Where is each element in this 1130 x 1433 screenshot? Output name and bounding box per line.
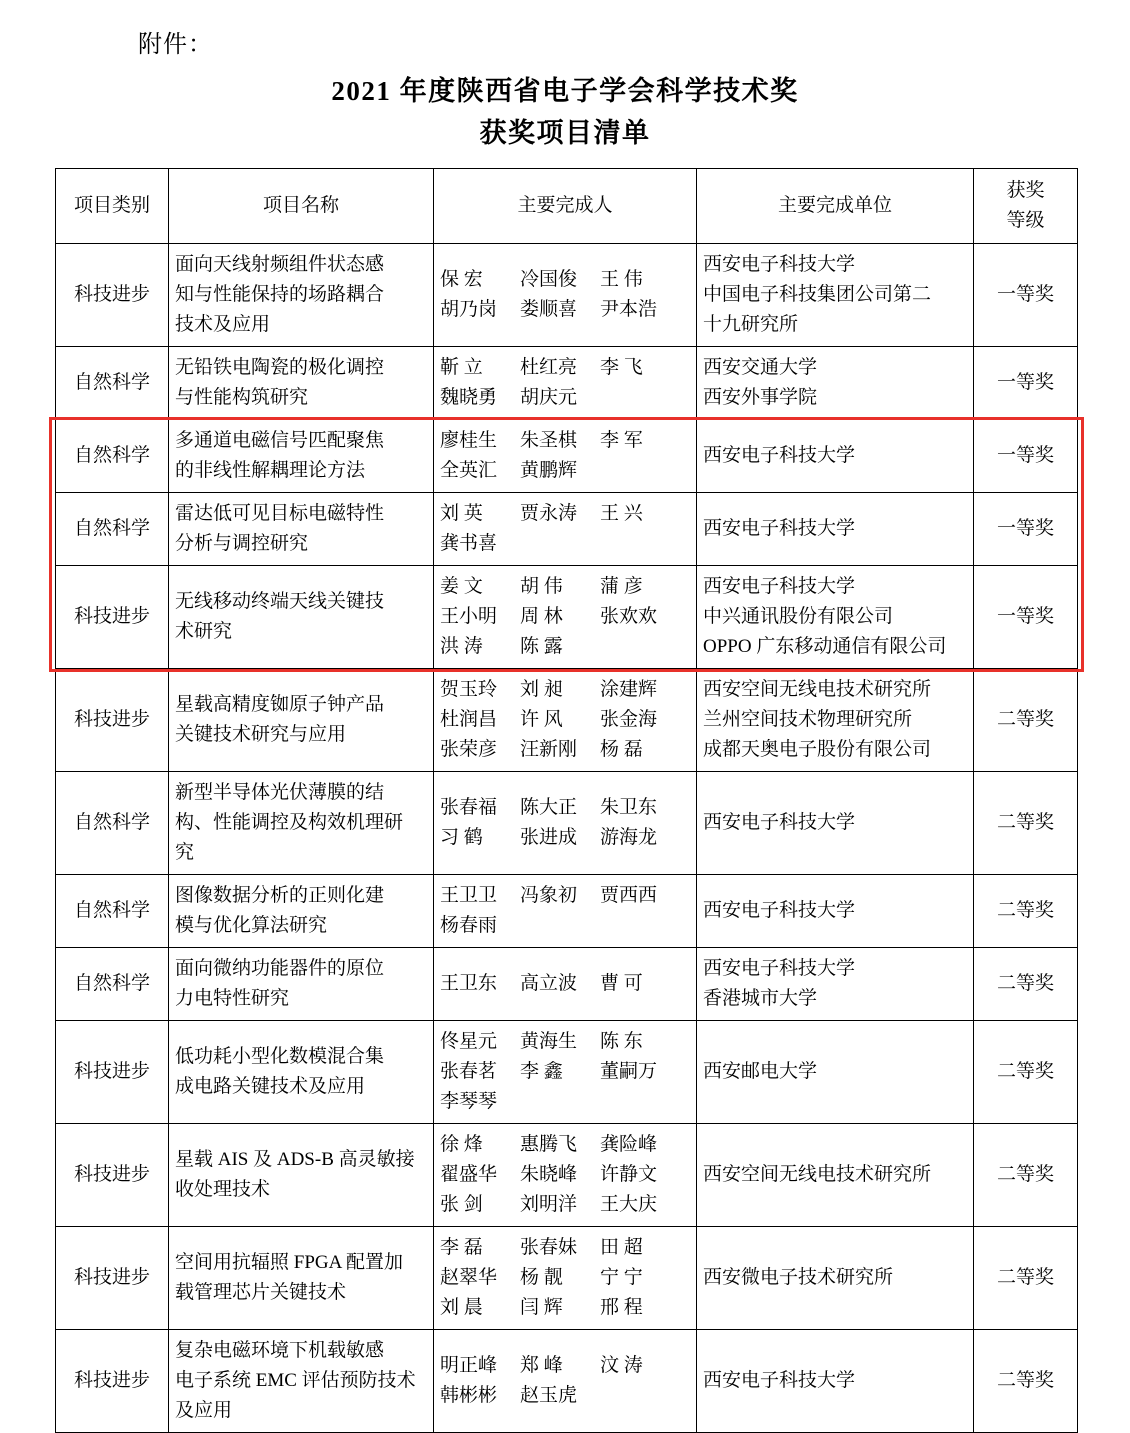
contributor-name: 徐 烽 [440, 1134, 483, 1155]
cell-category: 科技进步 [56, 566, 169, 669]
contributor-line [440, 632, 690, 662]
contributor-line [440, 911, 690, 941]
contributor-name: 李琴琴 [440, 1091, 498, 1112]
contributor-line [440, 969, 690, 999]
contributor-line [440, 793, 690, 823]
contributor-name: 贾西西 [600, 885, 658, 906]
contributor-line [440, 456, 690, 486]
contributor-name: 朱圣棋 [520, 430, 578, 451]
cell-category: 自然科学 [56, 875, 169, 948]
cell-category: 科技进步 [56, 1330, 169, 1433]
project-name-line: 低功耗小型化数模混合集 [175, 1046, 385, 1067]
table-row [56, 772, 1078, 875]
unit-line: 西安微电子技术研究所 [703, 1267, 894, 1288]
table-row [56, 1227, 1078, 1330]
cell-units [697, 772, 974, 875]
cell-project-name [169, 948, 434, 1021]
table-row [56, 1021, 1078, 1124]
contributor-name: 张 剑 [440, 1194, 483, 1215]
contributor-line [440, 1381, 690, 1411]
contributor-line [440, 383, 690, 413]
contributor-name [600, 911, 680, 941]
contributor-name: 李 鑫 [520, 1061, 563, 1082]
cell-contributors [434, 1227, 697, 1330]
cell-award-level: 二等奖 [974, 948, 1078, 1021]
project-name-line: 星载 AIS 及 ADS-B 高灵敏接 [175, 1149, 415, 1170]
project-name-line: 与性能构筑研究 [175, 387, 309, 408]
contributor-name: 张春妹 [520, 1237, 578, 1258]
contributor-name: 黄鹏辉 [520, 460, 578, 481]
cell-category: 科技进步 [56, 1021, 169, 1124]
unit-line: 西安邮电大学 [703, 1061, 818, 1082]
project-name-line: 收处理技术 [175, 1179, 271, 1200]
contributor-name [600, 1381, 680, 1411]
cell-project-name [169, 244, 434, 347]
cell-category: 科技进步 [56, 669, 169, 772]
header-award-level-line2: 等级 [1006, 210, 1045, 231]
cell-award-level: 二等奖 [974, 1227, 1078, 1330]
contributor-name: 曹 可 [600, 973, 643, 994]
contributor-line [440, 1233, 690, 1263]
contributor-name: 佟星元 [440, 1031, 498, 1052]
project-name-line: 电子系统 EMC 评估预防技术 [175, 1370, 416, 1391]
cell-project-name [169, 1330, 434, 1433]
contributor-name [520, 911, 600, 941]
contributor-line [440, 295, 690, 325]
unit-line: 西安空间无线电技术研究所 [703, 1164, 932, 1185]
project-name-line: 术研究 [175, 621, 233, 642]
project-name-line: 面向微纳功能器件的原位 [175, 958, 385, 979]
header-category: 项目类别 [56, 169, 169, 244]
contributor-line [440, 1351, 690, 1381]
unit-line: 西安电子科技大学 [703, 518, 856, 539]
cell-award-level: 二等奖 [974, 772, 1078, 875]
contributor-name: 王大庆 [600, 1194, 658, 1215]
contributor-line [440, 353, 690, 383]
project-name-line: 载管理芯片关键技术 [175, 1282, 347, 1303]
contributor-name: 保 宏 [440, 269, 483, 290]
unit-line: 西安空间无线电技术研究所 [703, 679, 932, 700]
contributor-name: 陈大正 [520, 797, 578, 818]
contributor-line [440, 1190, 690, 1220]
cell-project-name [169, 1124, 434, 1227]
contributor-name: 张欢欢 [600, 606, 658, 627]
contributor-name: 韩彬彬 [440, 1385, 498, 1406]
contributor-line [440, 1087, 690, 1117]
cell-award-level: 二等奖 [974, 1021, 1078, 1124]
contributor-line [440, 675, 690, 705]
contributor-name: 习 鹤 [440, 827, 483, 848]
cell-units [697, 1330, 974, 1433]
contributor-name: 贾永涛 [520, 503, 578, 524]
cell-category: 科技进步 [56, 244, 169, 347]
project-name-line: 新型半导体光伏薄膜的结 [175, 782, 385, 803]
contributor-name: 刘 英 [440, 503, 483, 524]
contributor-name: 董嗣万 [600, 1061, 658, 1082]
cell-units [697, 948, 974, 1021]
contributor-name [600, 456, 680, 486]
contributor-name: 陈 露 [520, 636, 563, 657]
project-name-line: 雷达低可见目标电磁特性 [175, 503, 385, 524]
unit-line: 中国电子科技集团公司第二 [703, 284, 932, 305]
cell-category: 自然科学 [56, 347, 169, 420]
project-name-line: 分析与调控研究 [175, 533, 309, 554]
table-row [56, 420, 1078, 493]
project-name-line: 构、性能调控及构效机理研 [175, 812, 404, 833]
project-name-line: 无线移动终端天线关键技 [175, 591, 385, 612]
project-name-line: 多通道电磁信号匹配聚焦 [175, 430, 385, 451]
unit-line: 西安电子科技大学 [703, 576, 856, 597]
table-row [56, 566, 1078, 669]
cell-units [697, 244, 974, 347]
contributor-name: 全英汇 [440, 460, 498, 481]
unit-line: 兰州空间技术物理研究所 [703, 709, 913, 730]
table-body [56, 244, 1078, 1433]
cell-units [697, 1227, 974, 1330]
contributor-name [520, 529, 600, 559]
unit-line: 西安电子科技大学 [703, 254, 856, 275]
contributor-name: 廖桂生 [440, 430, 498, 451]
contributor-name: 朱晓峰 [520, 1164, 578, 1185]
contributor-name: 汪新刚 [520, 739, 578, 760]
unit-line: 西安电子科技大学 [703, 812, 856, 833]
contributor-line [440, 823, 690, 853]
cell-contributors [434, 493, 697, 566]
contributor-name: 许 风 [520, 709, 563, 730]
contributor-name: 靳 立 [440, 357, 483, 378]
contributor-name: 杨 磊 [600, 739, 643, 760]
header-main-units: 主要完成单位 [697, 169, 974, 244]
award-list-table [55, 168, 1078, 1433]
unit-line: 西安电子科技大学 [703, 445, 856, 466]
contributor-name: 汶 涛 [600, 1355, 643, 1376]
project-name-line: 技术及应用 [175, 314, 271, 335]
contributor-name: 翟盛华 [440, 1164, 498, 1185]
cell-category: 自然科学 [56, 948, 169, 1021]
contributor-line [440, 1057, 690, 1087]
contributor-name: 邢 程 [600, 1297, 643, 1318]
cell-units [697, 347, 974, 420]
cell-units [697, 493, 974, 566]
cell-award-level: 一等奖 [974, 347, 1078, 420]
contributor-name: 冷国俊 [520, 269, 578, 290]
cell-category: 科技进步 [56, 1124, 169, 1227]
cell-award-level: 一等奖 [974, 244, 1078, 347]
contributor-name: 陈 东 [600, 1031, 643, 1052]
contributor-line [440, 1293, 690, 1323]
title-line-2: 获奖项目清单 [479, 118, 651, 148]
cell-units [697, 875, 974, 948]
unit-line: 西安电子科技大学 [703, 958, 856, 979]
contributor-name: 龚书喜 [440, 533, 498, 554]
contributor-name: 龚险峰 [600, 1134, 658, 1155]
header-main-contributors: 主要完成人 [434, 169, 697, 244]
contributor-line [440, 1263, 690, 1293]
contributor-line [440, 426, 690, 456]
table-row [56, 244, 1078, 347]
contributor-name: 朱卫东 [600, 797, 658, 818]
cell-project-name [169, 1021, 434, 1124]
contributor-name: 胡 伟 [520, 576, 563, 597]
unit-line: OPPO 广东移动通信有限公司 [703, 636, 947, 657]
contributor-name: 王 兴 [600, 503, 643, 524]
contributor-name [520, 1087, 600, 1117]
cell-contributors [434, 566, 697, 669]
contributor-name: 许静文 [600, 1164, 658, 1185]
cell-category: 科技进步 [56, 1227, 169, 1330]
cell-units [697, 420, 974, 493]
contributor-name: 赵玉虎 [520, 1385, 578, 1406]
cell-contributors [434, 244, 697, 347]
cell-category: 自然科学 [56, 772, 169, 875]
unit-line: 十九研究所 [703, 314, 799, 335]
cell-award-level: 二等奖 [974, 1124, 1078, 1227]
contributor-line [440, 265, 690, 295]
contributor-line [440, 1130, 690, 1160]
contributor-line [440, 1160, 690, 1190]
contributor-name: 张金海 [600, 709, 658, 730]
table-row [56, 669, 1078, 772]
cell-award-level: 一等奖 [974, 420, 1078, 493]
project-name-line: 及应用 [175, 1400, 233, 1421]
table-row [56, 493, 1078, 566]
contributor-name: 惠腾飞 [520, 1134, 578, 1155]
contributor-name: 杜润昌 [440, 709, 498, 730]
contributor-name: 杜红亮 [520, 357, 578, 378]
cell-project-name [169, 1227, 434, 1330]
contributor-name: 闫 辉 [520, 1297, 563, 1318]
cell-contributors [434, 1124, 697, 1227]
project-name-line: 的非线性解耦理论方法 [175, 460, 366, 481]
attachment-label: 附件： [138, 32, 213, 58]
contributor-name: 高立波 [520, 973, 578, 994]
table-row [56, 875, 1078, 948]
cell-contributors [434, 347, 697, 420]
contributor-name: 田 超 [600, 1237, 643, 1258]
project-name-line: 复杂电磁环境下机载敏感 [175, 1340, 385, 1361]
cell-project-name [169, 493, 434, 566]
contributor-name: 张春福 [440, 797, 498, 818]
contributor-line [440, 735, 690, 765]
project-name-line: 关键技术研究与应用 [175, 724, 347, 745]
contributor-line [440, 499, 690, 529]
cell-units [697, 669, 974, 772]
contributor-name: 蒲 彦 [600, 576, 643, 597]
contributor-name: 赵翠华 [440, 1267, 498, 1288]
contributor-name: 娄顺喜 [520, 299, 578, 320]
contributor-name: 贺玉玲 [440, 679, 498, 700]
unit-line: 西安电子科技大学 [703, 900, 856, 921]
cell-contributors [434, 875, 697, 948]
contributor-name: 刘 晨 [440, 1297, 483, 1318]
cell-award-level: 一等奖 [974, 566, 1078, 669]
cell-award-level: 二等奖 [974, 1330, 1078, 1433]
project-name-line: 星载高精度铷原子钟产品 [175, 694, 385, 715]
cell-contributors [434, 1330, 697, 1433]
contributor-name: 宁 宁 [600, 1267, 643, 1288]
project-name-line: 空间用抗辐照 FPGA 配置加 [175, 1252, 404, 1273]
cell-contributors [434, 669, 697, 772]
contributor-name: 杨春雨 [440, 915, 498, 936]
contributor-name: 黄海生 [520, 1031, 578, 1052]
contributor-line [440, 602, 690, 632]
table-header-row [56, 169, 1078, 244]
cell-project-name [169, 566, 434, 669]
contributor-name: 周 林 [520, 606, 563, 627]
project-name-line: 成电路关键技术及应用 [175, 1076, 366, 1097]
cell-award-level: 一等奖 [974, 493, 1078, 566]
project-name-line: 模与优化算法研究 [175, 915, 328, 936]
cell-project-name [169, 347, 434, 420]
contributor-name: 王 伟 [600, 269, 643, 290]
cell-project-name [169, 420, 434, 493]
table-row [56, 1124, 1078, 1227]
unit-line: 中兴通讯股份有限公司 [703, 606, 894, 627]
contributor-name: 王卫卫 [440, 885, 498, 906]
contributor-name: 李 磊 [440, 1237, 483, 1258]
contributor-name: 冯象初 [520, 885, 578, 906]
contributor-line [440, 881, 690, 911]
table-row [56, 1330, 1078, 1433]
contributor-name: 涂建辉 [600, 679, 658, 700]
contributor-name: 李 军 [600, 430, 643, 451]
header-award-level [974, 169, 1078, 244]
cell-project-name [169, 772, 434, 875]
cell-contributors [434, 1021, 697, 1124]
contributor-name: 张进成 [520, 827, 578, 848]
table-row [56, 948, 1078, 1021]
contributor-line [440, 572, 690, 602]
cell-units [697, 1124, 974, 1227]
contributor-line [440, 529, 690, 559]
contributor-name [600, 1087, 680, 1117]
contributor-name: 张荣彦 [440, 739, 498, 760]
project-name-line: 无铅铁电陶瓷的极化调控 [175, 357, 385, 378]
header-award-level-line1: 获奖 [1006, 180, 1045, 201]
contributor-name: 洪 涛 [440, 636, 483, 657]
contributor-name [600, 529, 680, 559]
table-header [56, 169, 1078, 244]
contributor-name: 王小明 [440, 606, 498, 627]
cell-category: 自然科学 [56, 420, 169, 493]
unit-line: 成都天奥电子股份有限公司 [703, 739, 932, 760]
contributor-name: 胡乃岗 [440, 299, 498, 320]
cell-contributors [434, 772, 697, 875]
cell-project-name [169, 875, 434, 948]
contributor-name: 刘 昶 [520, 679, 563, 700]
project-name-line: 知与性能保持的场路耦合 [175, 284, 385, 305]
cell-contributors [434, 948, 697, 1021]
contributor-line [440, 705, 690, 735]
contributor-name: 杨 靓 [520, 1267, 563, 1288]
project-name-line: 力电特性研究 [175, 988, 290, 1009]
cell-award-level: 二等奖 [974, 875, 1078, 948]
contributor-name: 郑 峰 [520, 1355, 563, 1376]
cell-units [697, 1021, 974, 1124]
title-line-1: 2021 年度陕西省电子学会科学技术奖 [331, 76, 799, 106]
cell-units [697, 566, 974, 669]
unit-line: 西安电子科技大学 [703, 1370, 856, 1391]
contributor-name: 王卫东 [440, 973, 498, 994]
contributor-name [600, 632, 680, 662]
contributor-name: 明正峰 [440, 1355, 498, 1376]
contributor-name [600, 383, 680, 413]
unit-line: 香港城市大学 [703, 988, 818, 1009]
contributor-name: 游海龙 [600, 827, 658, 848]
project-name-line: 究 [175, 842, 195, 863]
contributor-name: 张春茗 [440, 1061, 498, 1082]
contributor-name: 李 飞 [600, 357, 643, 378]
header-project-name: 项目名称 [169, 169, 434, 244]
unit-line: 西安交通大学 [703, 357, 818, 378]
contributor-name: 姜 文 [440, 576, 483, 597]
cell-award-level: 二等奖 [974, 669, 1078, 772]
contributor-name: 刘明洋 [520, 1194, 578, 1215]
project-name-line: 面向天线射频组件状态感 [175, 254, 385, 275]
cell-project-name [169, 669, 434, 772]
cell-contributors [434, 420, 697, 493]
page-title [0, 70, 1130, 154]
table-row [56, 347, 1078, 420]
contributor-name: 胡庆元 [520, 387, 578, 408]
contributor-line [440, 1027, 690, 1057]
unit-line: 西安外事学院 [703, 387, 818, 408]
project-name-line: 图像数据分析的正则化建 [175, 885, 385, 906]
cell-category: 自然科学 [56, 493, 169, 566]
contributor-name: 尹本浩 [600, 299, 658, 320]
contributor-name: 魏晓勇 [440, 387, 498, 408]
